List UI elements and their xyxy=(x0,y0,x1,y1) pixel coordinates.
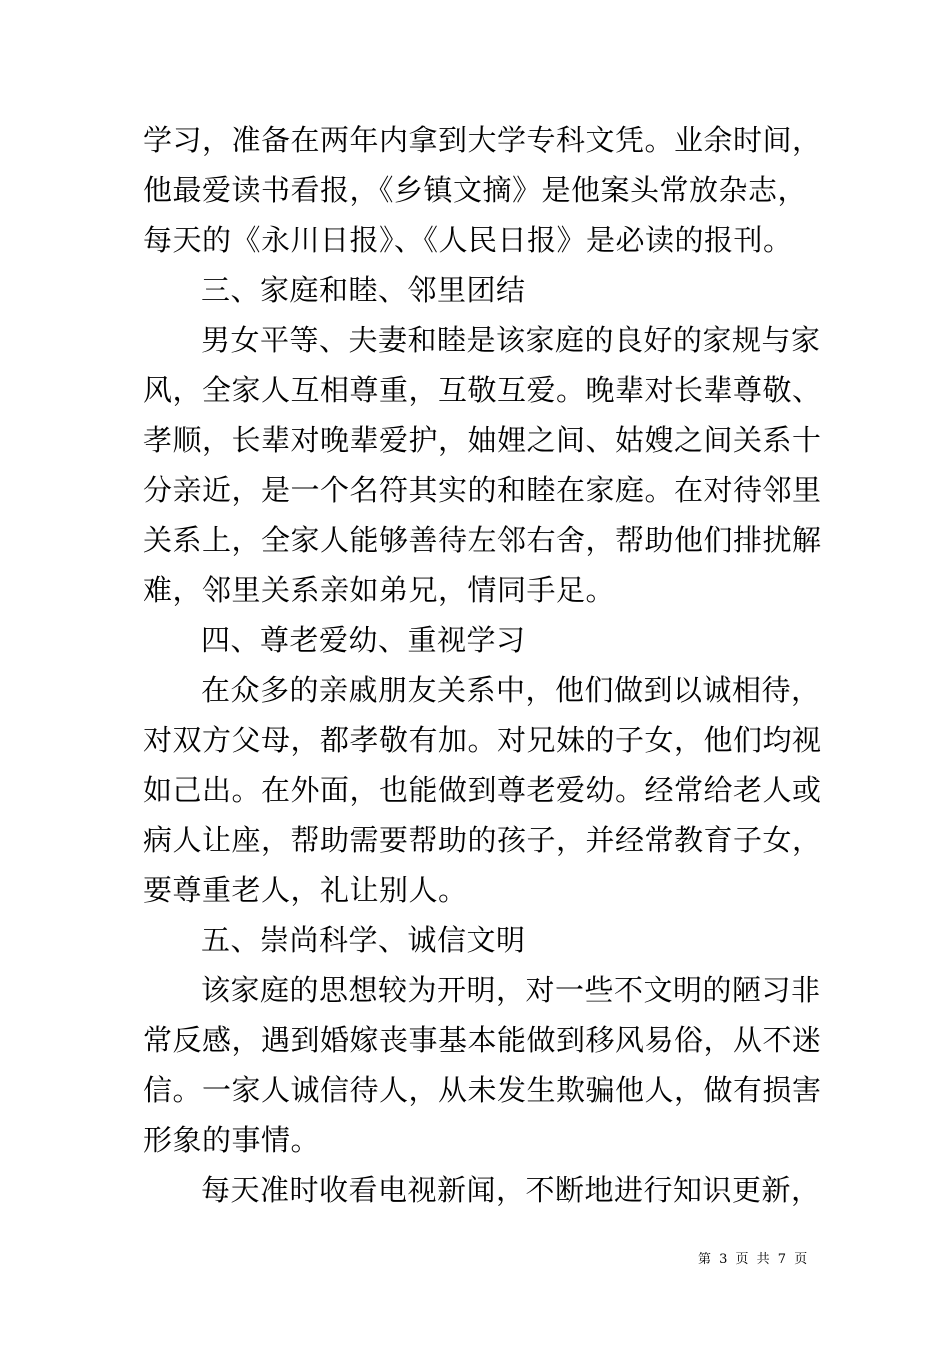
text-line: 如己出。在外面，也能做到尊老爱幼。经常给老人或 xyxy=(143,773,822,807)
text-line: 关系上，全家人能够善待左邻右舍，帮助他们排扰解 xyxy=(143,523,822,557)
text-line: 对双方父母，都孝敬有加。对兄妹的子女，他们均视 xyxy=(143,723,822,757)
text-line: 该家庭的思想较为开明，对一些不文明的陋习非 xyxy=(201,973,821,1007)
text-line: 要尊重老人，礼让别人。 xyxy=(143,873,468,907)
text-line: 学习，准备在两年内拿到大学专科文凭。业余时间， xyxy=(143,123,822,157)
text-line: 风，全家人互相尊重，互敬互爱。晚辈对长辈尊敬、 xyxy=(143,373,822,407)
page-number: 第 3 页 共 7 页 xyxy=(698,1252,808,1267)
text-line: 每天准时收看电视新闻，不断地进行知识更新， xyxy=(201,1173,821,1207)
text-line: 难，邻里关系亲如弟兄，情同手足。 xyxy=(143,573,616,607)
text-line: 分亲近，是一个名符其实的和睦在家庭。在对待邻里 xyxy=(143,473,822,507)
text-line: 每天的《永川日报》、《人民日报》是必读的报刊。 xyxy=(143,223,793,257)
text-line: 孝顺，长辈对晚辈爱护，妯娌之间、姑嫂之间关系十 xyxy=(143,423,822,457)
text-line: 形象的事情。 xyxy=(143,1123,321,1157)
text-line: 在众多的亲戚朋友关系中，他们做到以诚相待， xyxy=(201,673,821,707)
text-line: 常反感，遇到婚嫁丧事基本能做到移风易俗，从不迷 xyxy=(143,1023,822,1057)
text-line: 男女平等、夫妻和睦是该家庭的良好的家规与家 xyxy=(201,323,821,357)
section-heading: 三、家庭和睦、邻里团结 xyxy=(201,273,526,307)
section-heading: 五、崇尚科学、诚信文明 xyxy=(201,923,526,957)
text-line: 信。一家人诚信待人，从未发生欺骗他人，做有损害 xyxy=(143,1073,822,1107)
text-line: 他最爱读书看报，《乡镇文摘》是他案头常放杂志， xyxy=(143,173,808,207)
section-heading: 四、尊老爱幼、重视学习 xyxy=(201,623,526,657)
text-line: 病人让座，帮助需要帮助的孩子，并经常教育子女， xyxy=(143,823,822,857)
